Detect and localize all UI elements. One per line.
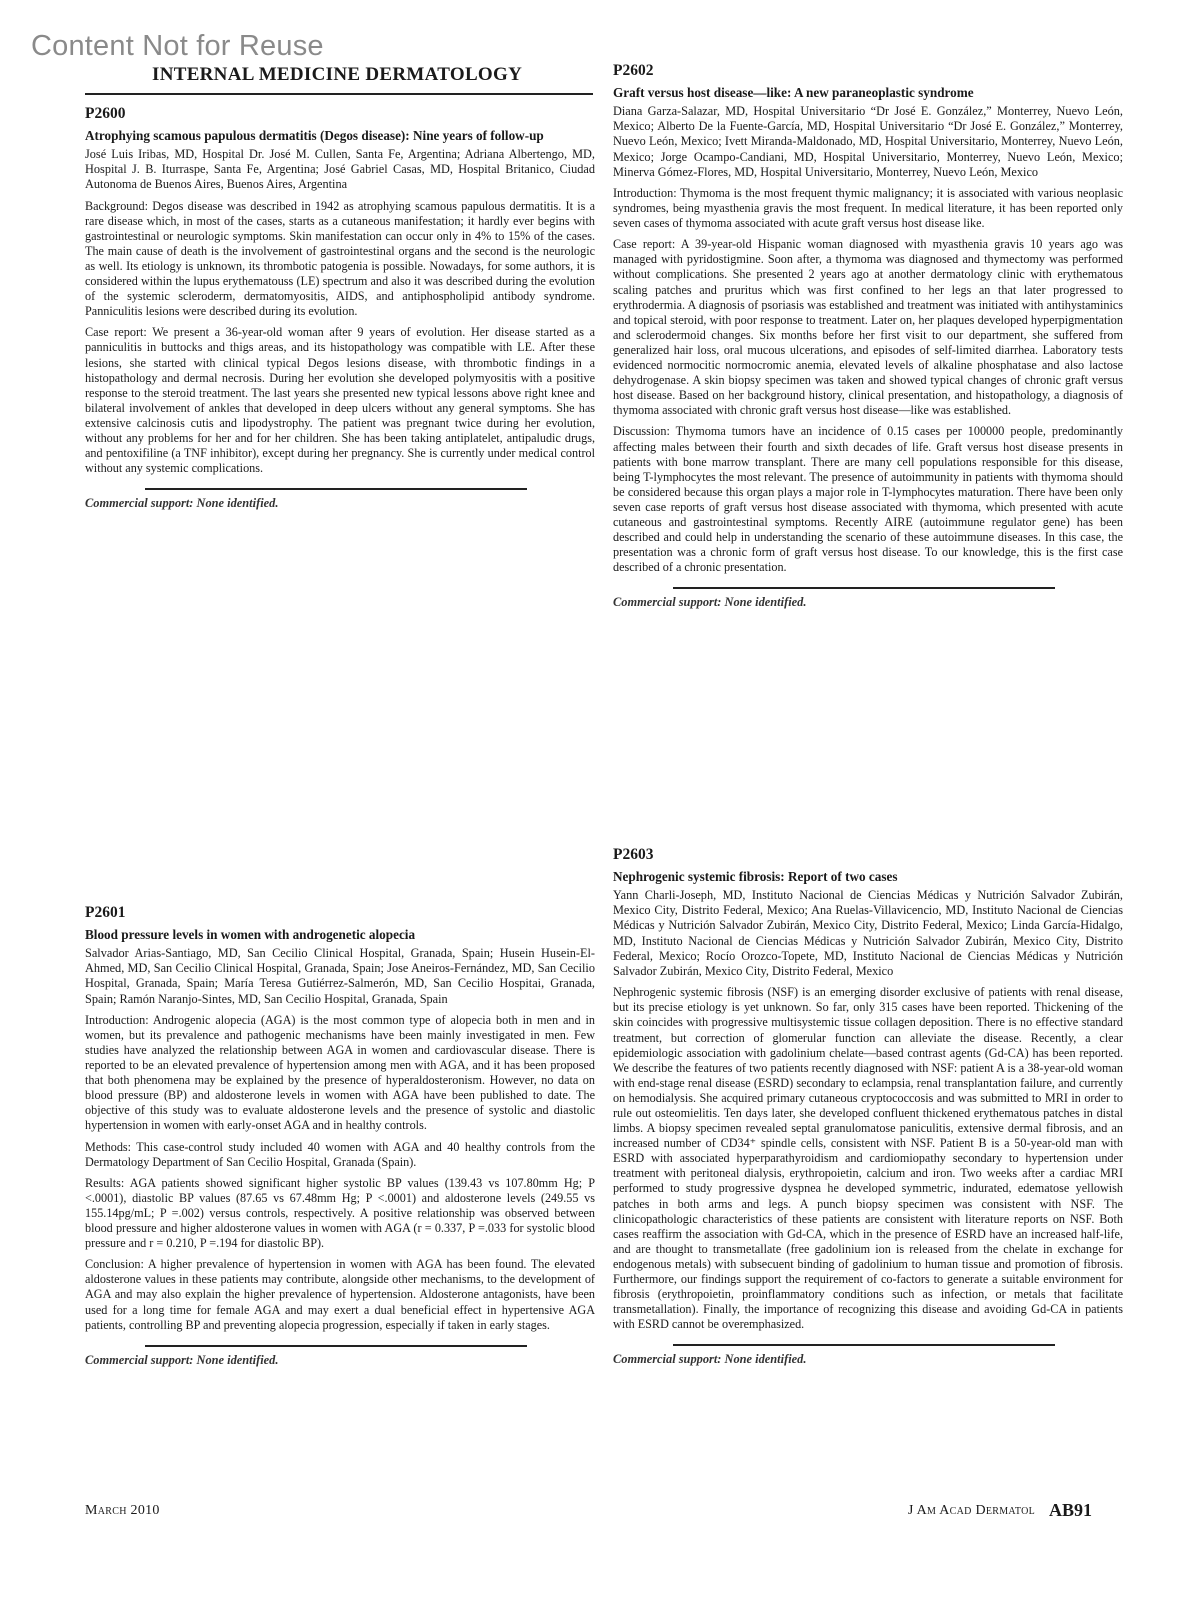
- abstract-id: P2601: [85, 904, 126, 921]
- commercial-support: Commercial support: None identified.: [85, 1352, 279, 1367]
- footer-date: March 2010: [85, 1503, 160, 1518]
- section-title: INTERNAL MEDICINE DERMATOLOGY: [152, 64, 523, 85]
- abstract-title: Graft versus host disease—like: A new paraneoplastic syndrome: [613, 85, 974, 100]
- commercial-support: Commercial support: None identified.: [85, 496, 279, 511]
- abstract-id: P2603: [613, 846, 654, 863]
- abstract-paragraph: Nephrogenic systemic fibrosis (NSF) is an emerging disorder exclusive of patients with renal disease, but its precise etiology is yet unknown. So far, only 315 cases have been reported. Thickening of the skin coincides with progressive multisystemic tissue collagen deposition. There is no effective standard treatment, but correction of glomerular function can alleviate the disease. Recently, a clear epidemiologic association with gadolinium chelate—based contrast agents (Gd-CA) has been reported. We describe the features of two patients recently diagnosed with NSF: patient A is a 38-year-old woman with end-stage renal disease (ESRD) secondary to eclampsia, renal transplantation failure, and currently on hemodialysis. She acquired primary cutaneous cryptococcosis and was submitted to MRI in order to rule out osteomielitis. Ten days later, she developed confluent thickened erythematous patches in distal limbs. A biopsy specimen revealed septal granulomatose paniculitis, extensive dermal fibrosis, and an increased number of CD34⁺ spindle cells, consistent with NSF. Patient B is a 50-year-old man with ESRD with associated hyperparathyroidism and cardiomiopathy secondary to hypertension under treatment with peritoneal dialysis, erythropoietin, calcium and iron. Two weeks after a cardiac MRI performed to study progressive dyspnea he developed symmetric, indurated, edematose yellowish patches in both arms and legs. A punch biopsy specimen was consistent with NSF. The clinicopathologic characteristics of these patients are consistent with literature reports on NSF. Both cases reaffirm the association with Gd-CA, which in the presence of ESRD have an increased half-life, and are thought to transmetallate (free gadolinium ion is released from the chelate in exchange for endogenous metals) with subsecuent binding of gadolinium to human tissue and promotion of fibrosis. Furthermore, our findings support the requirement of co-factors to generate a suitable environment for fibrosis (erythropoietin, proinflammatory conditions such as infection, or metals that facilitate transmetallation). Finally, the importance of recognizing this disease and avoiding Gd-CA in patients with ESRD cannot be overemphasized.: [613, 985, 1123, 1332]
- commercial-support: Commercial support: None identified.: [613, 595, 807, 610]
- abstract-paragraph: Discussion: Thymoma tumors have an incidence of 0.15 cases per 100000 people, predominantly affecting males between their fourth and sixth decades of life. Graft versus host disease presents in patients with bone marrow transplant. There are many cell populations responsible for this disease, being T-lymphocytes the most relevant. The presence of autoimmunity in patients with thymoma should be considered because this organ plays a major role in T-lymphocytes maturation. There have been only seven case reports of graft versus host disease associated with thymoma, which presented with acute cutaneous and gastrointestinal symptoms. Recently AIRE (autoimmune regulator gene) has been described and could help in understanding the scenario of these autoimmune diseases. In this case, the presentation was a chronic form of graft versus host disease. To our knowledge, this is the first case described of a chronic presentation.: [613, 424, 1123, 575]
- support-rule: [673, 1344, 1055, 1346]
- abstract-authors: Yann Charli-Joseph, MD, Instituto Nacional de Ciencias Médicas y Nutrición Salvador Zubirán, Mexico City, Distrito Federal, Mexico; Ana Ruelas-Villavicencio, MD, Instituto Nacional de Ciencias Médicas y Nutrición Salvador Zubirán, Mexico City, Distrito Federal, Mexico; Linda García-Hidalgo, MD, Instituto Nacional de Ciencias Médicas y Nutrición Salvador Zubirán, Mexico City, Distrito Federal, Mexico; Rocío Orozco-Topete, MD, Instituto Nacional de Ciencias Médicas y Nutrición Salvador Zubirán, Mexico City, Distrito Federal, Mexico: [613, 888, 1123, 979]
- support-rule: [145, 488, 527, 490]
- abstract-paragraph: Introduction: Androgenic alopecia (AGA) is the most common type of alopecia both in men and in women, but its prevalence and pathogenic mechanisms have been mainly investigated in men. Few studies have analyzed the relationship between AGA in women and cardiovascular disease. There is reported to be an elevated prevalence of hypertension among men with AGA, and it has been proposed that both phenomena may be explained by the presence of hyperaldosteronism. However, no data on blood pressure (BP) and aldosterone levels in women with AGA have been published to date. The objective of this study was to evaluate aldosterone levels and the presence of systolic and diastolic hypertension in women with early-onset AGA and in healthy controls.: [85, 1012, 595, 1133]
- abstract-id: P2600: [85, 105, 126, 122]
- abstract-id: P2602: [613, 62, 654, 79]
- abstract-title: Nephrogenic systemic fibrosis: Report of two cases: [613, 869, 898, 884]
- abstract-paragraph: Methods: This case-control study included 40 women with AGA and 40 healthy controls from the Dermatology Department of San Cecilio Hospital, Granada (Spain).: [85, 1139, 595, 1169]
- footer-page-number: AB91: [1049, 1500, 1093, 1520]
- abstract-authors: Salvador Arias-Santiago, MD, San Cecilio Clinical Hospital, Granada, Spain; Husein Husein-El-Ahmed, MD, San Cecilio Clinical Hospital, Granada, Spain; Jose Aneiros-Fernández, MD, San Cecilio Hospital, Granada, Spain; María Teresa Gutiérrez-Salmerón, MD, San Cecilio Hospitai, Granada, Spain; Ramón Naranjo-Sintes, MD, San Cecilio Hospital, Granada, Spain: [85, 946, 595, 1006]
- abstract-p2601: [85, 904, 595, 1368]
- abstract-paragraph: Background: Degos disease was described in 1942 as atrophying scamous papulous dermatitis. It is a rare disease which, in most of the cases, starts as a cutaneous manifestation; it hardly ever begins with gastrointestinal or neurologic symptoms. Skin manifestation can occur only in 4% to 15% of the cases. The main cause of death is the involvement of gastrointestinal organs and the second is the neurologic as well. Its etiology is unknown, its thrombotic patogenia is possible. Nowadays, for some authors, it is considered within the lupus erythematouss (LE) spectrum and also it was described during the evolution of the systemic scleroderm, dermatomyositis, AIDS, and antiphospholipid antibody syndrome. Panniculitis lesions were described during its evolution.: [85, 198, 595, 319]
- abstract-paragraph: Case report: A 39-year-old Hispanic woman diagnosed with myasthenia gravis 10 years ago was managed with pyridostigmine. Soon after, a thymoma was diagnosed and thymectomy was performed without complications. She presented 2 years ago at another dermatology clinic with erythematous scaling patches and pruritus which was first confined to her legs an that later progressed to erythrodermia. A diagnosis of psoriasis was established and treatment was initiated with antihystaminics and topical steroid, with poor response to treatment. Later on, her plaques developed hyperpigmentation and sclerodermoid changes. Six months before her first visit to our department, she suffered from generalized hair loss, oral mucous ulcerations, and episodes of self-limited diarrhea. Laboratory tests evidenced normocitic normocromic anemia, elevated levels of alkaline phosphatase and also lactose dehydrogenase. A skin biopsy specimen was taken and showed typical changes of chronic graft versus host disease. Based on her background history, clinical presentation, and histopathology, a diagnosis of thymoma associated with chronic graft versus host disease—like was established.: [613, 237, 1123, 418]
- abstract-title: Atrophying scamous papulous dermatitis (Degos disease): Nine years of follow-up: [85, 128, 544, 143]
- abstract-p2603: [613, 846, 1123, 1367]
- abstract-paragraph: Introduction: Thymoma is the most frequent thymic malignancy; it is associated with various neoplasic syndromes, being myasthenia gravis the most frequent. In medical literature, it has been reported only seven cases of thymoma associated with acute graft versus host disease like.: [613, 186, 1123, 231]
- abstract-paragraph: Results: AGA patients showed significant higher systolic BP values (139.43 vs 107.80mm Hg; P <.0001), diastolic BP values (87.65 vs 67.48mm Hg; P <.0001) and aldosterone levels (249.55 vs 155.14pg/mL; P =.002) versus controls, respectively. A positive relationship was observed between blood pressure and higher aldosterone values in women with AGA (r = 0.337, P =.033 for systolic blood pressure and r = 0.210, P =.194 for diastolic BP).: [85, 1175, 595, 1251]
- abstract-p2600: [85, 105, 595, 511]
- abstract-authors: Diana Garza-Salazar, MD, Hospital Universitario “Dr José E. González,” Monterrey, Nuevo León, Mexico; Alberto De la Fuente-García, MD, Hospital Universitario “Dr José E. González,” Monterrey, Nuevo León, Mexico; Ivett Miranda-Maldonado, MD, Hospital Universitario, Monterrey, Nuevo León, Mexico; Jorge Ocampo-Candiani, MD, Hospital Universitario, Monterrey, Nuevo León, Mexico; Minerva Gómez-Flores, MD, Hospital Universitario, Monterrey, Nuevo León, Mexico: [613, 104, 1123, 179]
- abstract-p2602: [613, 62, 1123, 610]
- abstract-authors: José Luis Iribas, MD, Hospital Dr. José M. Cullen, Santa Fe, Argentina; Adriana Albertengo, MD, Hospital J. B. Iturraspe, Santa Fe, Argentina; José Gabriel Casas, MD, Hospital Britanico, Ciudad Autonoma de Buenos Aires, Buenos Aires, Argentina: [85, 147, 595, 192]
- commercial-support: Commercial support: None identified.: [613, 1352, 807, 1367]
- abstract-paragraph: Case report: We present a 36-year-old woman after 9 years of evolution. Her disease started as a panniculitis in buttocks and thigs areas, and its histopathology was compatible with LE. After these lesions, she started with clinical typical Degos lesions disease, with thrombotic findings in a histopathology and dermal necrosis. During her evolution she developed polymyositis with a positive response to the steroid treatment. The last years she presented new typical lessons above right knee and bilateral involvement of ankles that developed in deep ulcers without any general symptoms. She has extensive calcinosis cutis and lipodystrophy. The patient was pregnant twice during her evolution, without any problems for her and for her children. She has been taking antiplatelet, antipaludic drugs, and pentoxifiline (a TNF inhibitor), except during her pregnancy. She is currently under medical control without any systemic complications.: [85, 325, 595, 476]
- footer-journal: J Am Acad Dermatol: [907, 1503, 1035, 1518]
- abstract-paragraph: Conclusion: A higher prevalence of hypertension in women with AGA has been found. The elevated aldosterone values in these patients may contribute, alongside other mechanisms, to the development of AGA and may also explain the higher prevalence of hypertension. Aldosterone antagonists, have been used for a long time for female AGA and may exert a dual beneficial effect in hypertensive AGA patients, controlling BP and preventing alopecia progression, especially if taken in early stages.: [85, 1257, 595, 1332]
- watermark-text: Content Not for Reuse: [31, 30, 324, 62]
- abstract-title: Blood pressure levels in women with androgenetic alopecia: [85, 927, 416, 942]
- section-rule: [85, 93, 593, 95]
- support-rule: [145, 1345, 527, 1347]
- support-rule: [673, 587, 1055, 589]
